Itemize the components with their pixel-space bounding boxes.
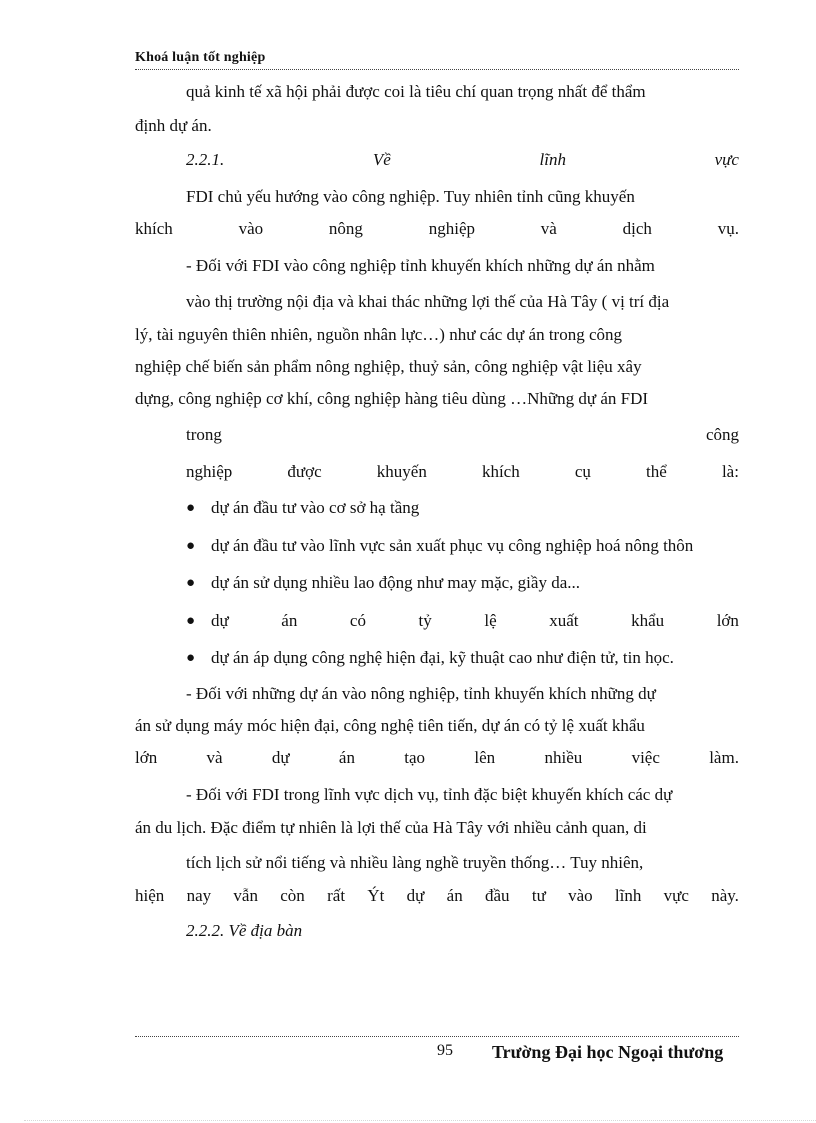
header-title: Khoá luận tốt nghiệp: [135, 50, 266, 65]
bullet-icon: ●: [186, 650, 196, 666]
word: Về: [372, 150, 391, 169]
word: án: [338, 748, 355, 767]
word: vực: [714, 150, 739, 169]
word: Ýt: [367, 886, 385, 905]
word: khích: [135, 219, 173, 238]
text-line: dựng, công nghiệp cơ khí, công nghiệp hàng tiêu dùng …Những dự án FDI: [135, 389, 649, 408]
word: và: [206, 748, 223, 767]
word: dự: [271, 748, 290, 767]
word: lên: [474, 748, 496, 767]
word: này.: [711, 886, 739, 905]
list-item: dự án sử dụng nhiều lao động như may mặc, giầy da...: [211, 573, 580, 592]
word: tư: [531, 886, 546, 905]
word: được: [287, 462, 322, 481]
word: việc: [631, 748, 660, 767]
text-line: FDI chủ yếu hướng vào công nghiệp. Tuy nhiên tỉnh cũng khuyến: [186, 187, 635, 206]
word: dự: [406, 886, 425, 905]
word: làm.: [709, 748, 739, 767]
bullet-icon: ●: [186, 575, 196, 591]
word: thể: [646, 462, 667, 481]
word: công: [705, 425, 739, 444]
text-line: [186, 425, 739, 445]
word: khích: [481, 462, 520, 481]
word: lĩnh: [539, 150, 566, 169]
word: án: [446, 886, 463, 905]
word: đầu: [485, 886, 510, 905]
text-line: án du lịch. Đặc điểm tự nhiên là lợi thế của Hà Tây với nhiều cảnh quan, di: [135, 818, 647, 837]
text-line: [135, 748, 739, 768]
text-line: tích lịch sử nổi tiếng và nhiều làng nghề truyền thống… Tuy nhiên,: [186, 853, 644, 872]
word: xuất: [549, 611, 579, 630]
word: cụ: [574, 462, 591, 481]
word: nghiệp: [186, 462, 233, 481]
word: 2.2.1.: [186, 150, 225, 169]
word: lệ: [484, 611, 497, 630]
list-item: dự án áp dụng công nghệ hiện đại, kỹ thuật cao như điện tử, tin học.: [211, 648, 674, 667]
word: và: [540, 219, 557, 238]
word: tỷ: [418, 611, 432, 630]
word: lớn: [716, 611, 739, 630]
text-line: - Đối với FDI vào công nghiệp tỉnh khuyến khích những dự án nhằm: [186, 256, 655, 275]
word: nhiều: [544, 748, 583, 767]
word: hiện: [135, 886, 165, 905]
word: có: [349, 611, 366, 630]
footer-school-name: Trường Đại học Ngoại thương: [492, 1042, 724, 1062]
text-line: [135, 219, 739, 239]
word: án: [281, 611, 298, 630]
section-heading-2-2-1: [186, 150, 739, 170]
page-edge: [24, 1120, 816, 1121]
list-item: [211, 611, 739, 631]
word: dự: [211, 611, 229, 630]
word: nông: [328, 219, 363, 238]
word: nay: [186, 886, 212, 905]
word: dịch: [622, 219, 652, 238]
list-item: dự án đầu tư vào cơ sở hạ tầng: [211, 498, 420, 517]
text-line: nghiệp chế biến sản phẩm nông nghiệp, thuỷ sản, công nghiệp vật liệu xây: [135, 357, 642, 376]
word: còn: [280, 886, 305, 905]
word: vụ.: [717, 219, 739, 238]
word: vào: [568, 886, 593, 905]
word: lĩnh: [614, 886, 642, 905]
bullet-icon: ●: [186, 613, 196, 629]
text-line: - Đối với những dự án vào nông nghiệp, tỉnh khuyến khích những dự: [186, 684, 656, 703]
bullet-icon: ●: [186, 500, 196, 516]
text-line: lý, tài nguyên thiên nhiên, nguồn nhân lực…) như các dự án trong công: [135, 325, 622, 344]
page-number: 95: [437, 1042, 453, 1059]
word: lớn: [135, 748, 158, 767]
text-line: [135, 886, 739, 906]
text-line: quả kinh tế xã hội phải được coi là tiêu chí quan trọng nhất để thẩm: [186, 82, 646, 101]
word: nghiệp: [428, 219, 475, 238]
text-line: định dự án.: [135, 116, 212, 135]
word: tạo: [404, 748, 426, 767]
text-line: vào thị trường nội địa và khai thác những lợi thế của Hà Tây ( vị trí địa: [186, 292, 670, 311]
footer-divider: [135, 1036, 739, 1037]
word: rất: [327, 886, 346, 905]
header-divider: [135, 69, 739, 70]
section-heading-2-2-2: 2.2.2. Về địa bàn: [186, 921, 303, 940]
bullet-icon: ●: [186, 538, 196, 554]
text-line: - Đối với FDI trong lĩnh vực dịch vụ, tỉnh đặc biệt khuyến khích các dự: [186, 785, 673, 804]
list-item: dự án đầu tư vào lĩnh vực sản xuất phục vụ công nghiệp hoá nông thôn: [211, 536, 694, 555]
word: vào: [238, 219, 264, 238]
word: khẩu: [631, 611, 665, 630]
word: vực: [663, 886, 689, 905]
word: vẫn: [233, 886, 258, 905]
text-line: [186, 462, 739, 482]
word: là:: [721, 462, 739, 481]
text-line: án sử dụng máy móc hiện đại, công nghệ tiên tiến, dự án có tỷ lệ xuất khẩu: [135, 716, 645, 735]
word: khuyến: [376, 462, 427, 481]
word: trong: [186, 425, 222, 444]
